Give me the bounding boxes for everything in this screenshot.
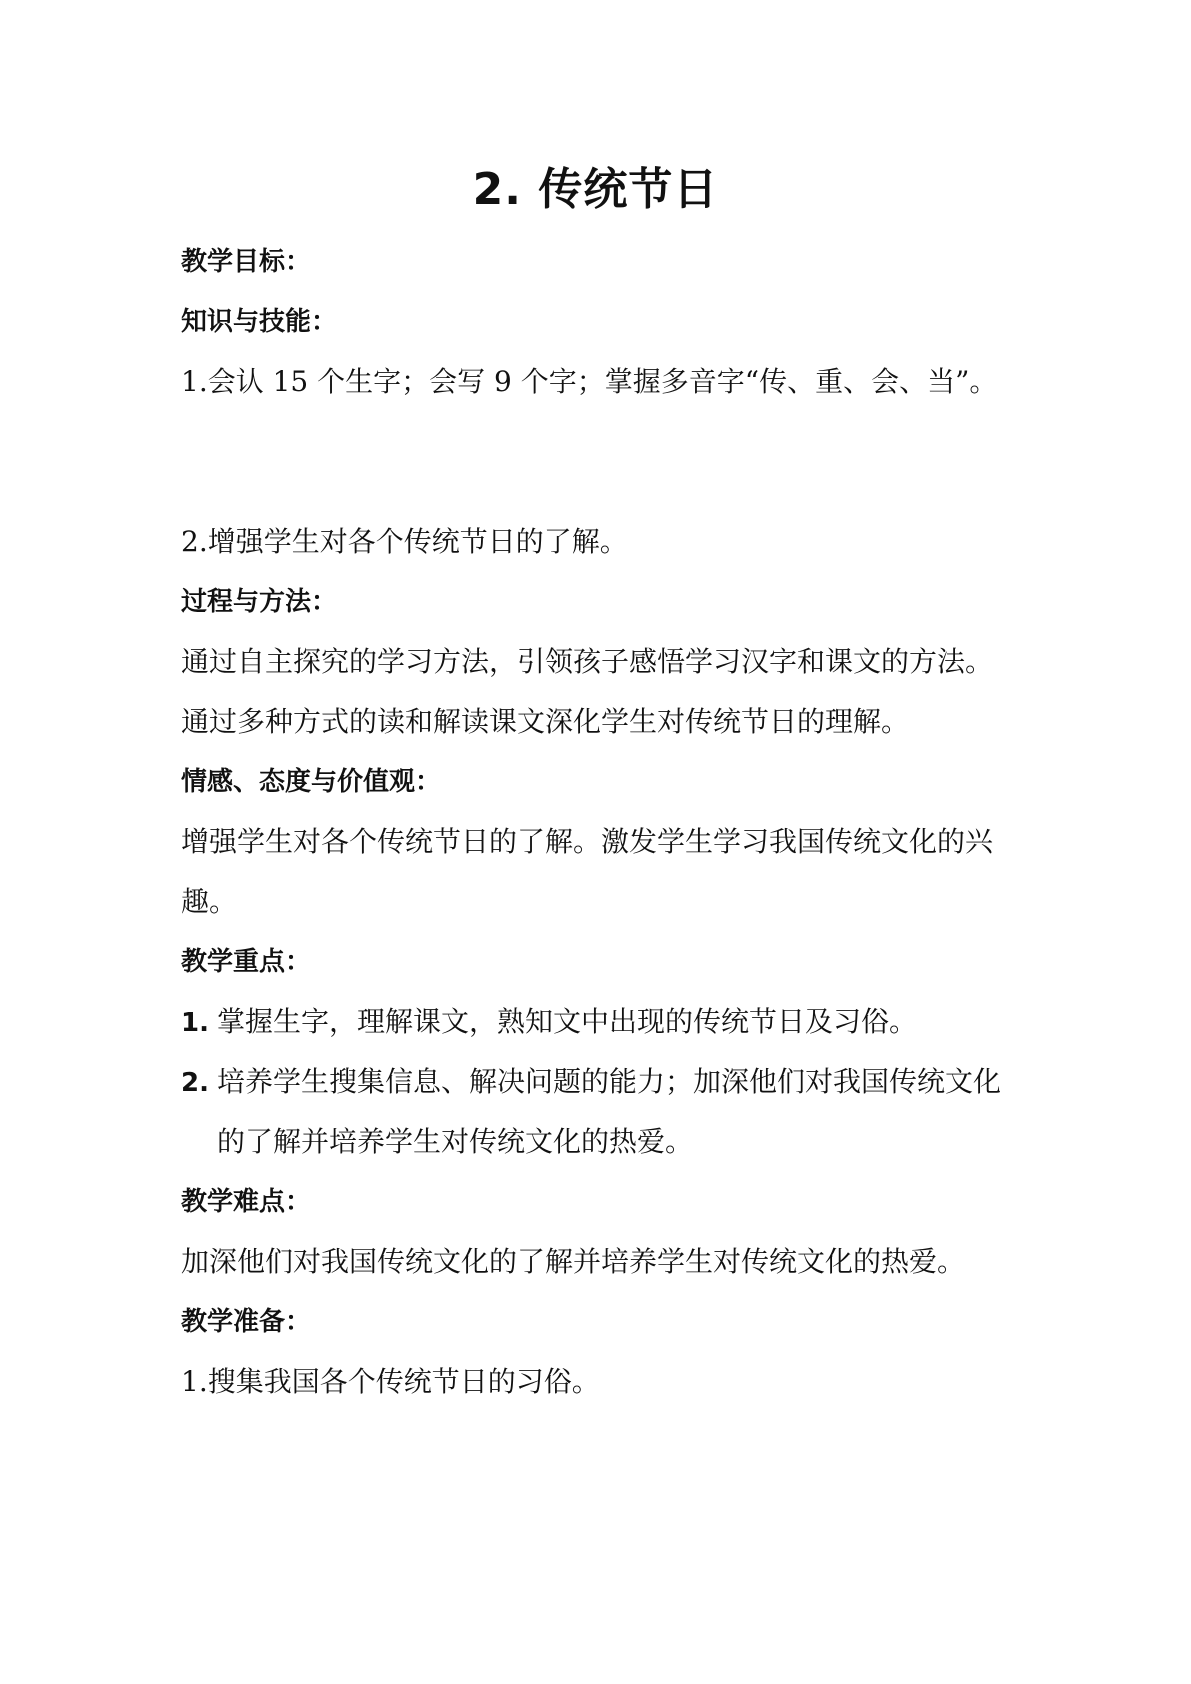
- knowledge-heading: 知识与技能：: [181, 307, 338, 337]
- process-item: 通过自主探究的学习方法，引领孩子感悟学习汉字和课文的方法。: [181, 645, 994, 678]
- knowledge-item: 1.会认 15 个生字；会写 9 个字；掌握多音字“传、重、会、当”。: [181, 365, 998, 398]
- key-point-text: 掌握生字，理解课文，熟知文中出现的传统节日及习俗。: [217, 1005, 918, 1038]
- key-point-item: [181, 1004, 917, 1041]
- difficulty-heading: 教学难点：: [181, 1187, 312, 1217]
- list-number: 1.: [181, 1008, 209, 1038]
- emotion-heading: 情感、态度与价值观：: [181, 767, 442, 797]
- preparation-heading: 教学准备：: [181, 1307, 312, 1337]
- page-title: 2. 传统节日: [472, 164, 719, 215]
- key-point-text: 培养学生搜集信息、解决问题的能力；加深他们对我国传统文化: [217, 1065, 1002, 1098]
- emotion-line: 增强学生对各个传统节日的了解。激发学生学习我国传统文化的兴: [181, 825, 994, 858]
- key-point-item: [181, 1064, 1001, 1101]
- knowledge-item: 2.增强学生对各个传统节日的了解。: [181, 525, 628, 558]
- process-heading: 过程与方法：: [181, 587, 338, 617]
- emotion-line: 趣。: [181, 885, 238, 918]
- objectives-heading: 教学目标：: [181, 247, 312, 277]
- key-points-heading: 教学重点：: [181, 947, 312, 977]
- difficulty-text: 加深他们对我国传统文化的了解并培养学生对传统文化的热爱。: [181, 1245, 966, 1278]
- key-point-continuation: 的了解并培养学生对传统文化的热爱。: [217, 1125, 694, 1158]
- preparation-item: 1.搜集我国各个传统节日的习俗。: [181, 1365, 600, 1398]
- process-item: 通过多种方式的读和解读课文深化学生对传统节日的理解。: [181, 705, 910, 738]
- list-number: 2.: [181, 1068, 209, 1098]
